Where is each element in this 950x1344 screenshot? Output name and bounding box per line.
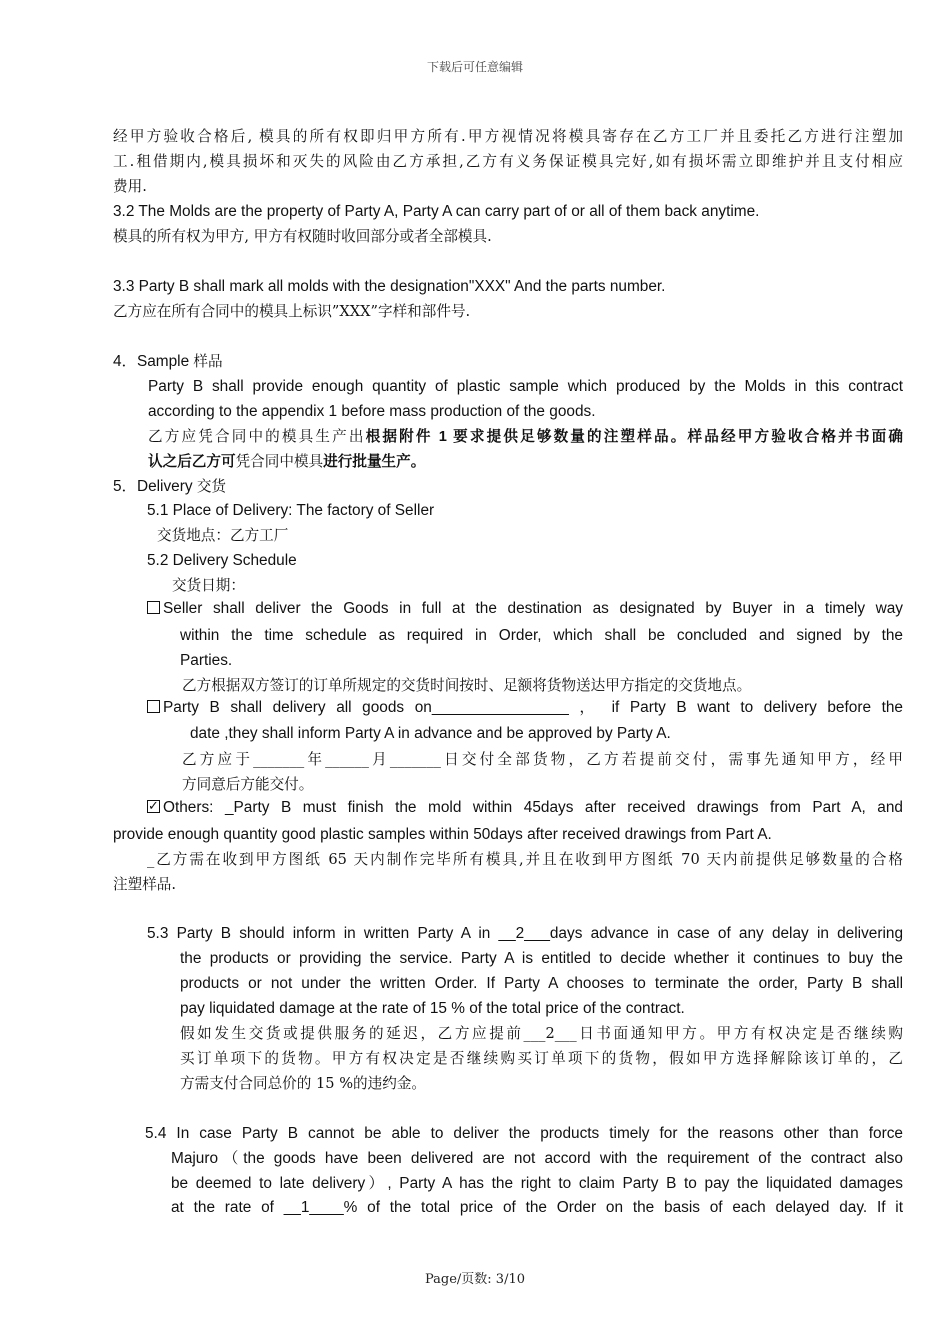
section-4-cn-line1 <box>148 427 903 447</box>
clause-5-4-en-line2: Majuro（the goods have been delivered are not accord with the requirement of the contract also <box>171 1150 903 1167</box>
clause-3-2-en: 3.2 The Molds are the property of Party A, Party A can carry part of or all of them back anytime. <box>113 203 760 220</box>
delivery-option-2-cn-line2: 方同意后方能交付。 <box>182 776 314 793</box>
section-4-cn-line2-b: 凭合同中模具 <box>235 453 324 470</box>
clause-5-3-cn-line1: 假如发生交货或提供服务的延迟，乙方应提前___2___日书面通知甲方。甲方有权决定是否继续购 <box>180 1025 903 1042</box>
delivery-option-3-en-line2: provide enough quantity good plastic samples within 50days after received drawings from Part A. <box>113 826 772 843</box>
clause-3-3-cn: 乙方应在所有合同中的模具上标识”XXX”字样和部件号. <box>113 303 471 320</box>
section-4-cn-line2 <box>148 452 425 472</box>
clause-5-4-en-line4: at the rate of __1____% of the total price of the Order on the basis of each delayed day. If it <box>171 1199 903 1216</box>
section-4-cn-line1-b: 根据附件 1 要求提供足够数量的注塑样品。样品经甲方验收合格并书面确 <box>365 429 903 445</box>
delivery-option-1-cn: 乙方根据双方签订的订单所规定的交货时间按时、足额将货物送达甲方指定的交货地点。 <box>182 677 752 694</box>
clause-3-1-cn-line1: 经甲方验收合格后, 模具的所有权即归甲方所有.甲方视情况将模具寄存在乙方工厂并且委托乙方进行注塑加 <box>113 128 903 145</box>
section-4-heading <box>113 352 223 372</box>
delivery-option-3-checkbox[interactable] <box>147 800 160 813</box>
section-4-en-line2: according to the appendix 1 before mass production of the goods. <box>148 403 596 420</box>
clause-5-2-cn: 交货日期： <box>172 577 245 594</box>
delivery-option-1-en-line3: Parties. <box>180 652 233 669</box>
clause-5-4-en-line3: be deemed to late delivery）, Party A has the right to claim Party B to pay the liquidated damages <box>171 1175 903 1192</box>
page-header: 下载后可任意编辑 <box>426 60 523 74</box>
clause-5-3-en-line4: pay liquidated damage at the rate of 15 % of the total price of the contract. <box>180 1000 685 1017</box>
delivery-option-3-line1 <box>147 798 903 818</box>
section-4-title-cn: 样品 <box>193 353 223 370</box>
section-5-title-cn: 交货 <box>196 478 227 495</box>
clause-3-1-cn-line3: 费用. <box>113 178 147 195</box>
delivery-option-1-en-line2: within the time schedule as required in Order, which shall be concluded and signed by the <box>180 627 903 644</box>
clause-5-1-cn: 交货地点：乙方工厂 <box>157 527 289 544</box>
section-5-heading <box>113 477 226 497</box>
clause-5-3-cn-line2: 买订单项下的货物。甲方有权决定是否继续购买订单项下的货物，假如甲方选择解除该订单的，乙 <box>180 1050 903 1067</box>
delivery-option-2-en-line2: date ,they shall inform Party A in advance and be approved by Party A. <box>190 725 671 742</box>
section-4-cn-line1-a: 乙方应凭合同中的模具生产出 <box>148 428 366 445</box>
clause-3-1-cn-line2: 工.租借期内,模具损坏和灭失的风险由乙方承担,乙方有义务保证模具完好,如有损坏需立即维护并且支付相应 <box>113 153 903 170</box>
clause-5-1-en: 5.1 Place of Delivery: The factory of Seller <box>147 502 435 519</box>
delivery-option-3-cn-line2: 注塑样品. <box>113 876 177 893</box>
clause-5-2-en: 5.2 Delivery Schedule <box>147 552 297 569</box>
page-footer: Page/页数: 3/10 <box>424 1272 525 1287</box>
clause-5-3-en-line1: 5.3 Party B should inform in written Party A in __2___days advance in case of any delay in delivering <box>147 925 903 942</box>
delivery-option-2-line1 <box>147 698 903 718</box>
section-5-title-en: 5．Delivery <box>113 478 197 495</box>
section-4-cn-line2-a: 认之后乙方可 <box>148 454 236 470</box>
delivery-option-2-checkbox[interactable] <box>147 700 160 713</box>
section-4-cn-line2-c: 进行批量生产。 <box>323 454 426 470</box>
clause-3-3-en: 3.3 Party B shall mark all molds with the designation"XXX" And the parts number. <box>113 278 666 295</box>
delivery-option-1-checkbox[interactable] <box>147 601 160 614</box>
delivery-option-3-en-line1: Others: _Party B must finish the mold within 45days after received drawings from Part A, and <box>163 799 903 816</box>
section-4-title-en: 4．Sample <box>113 353 194 370</box>
clause-5-3-en-line2: the products or providing the service. Party A is entitled to decide whether it continues to buy the <box>180 950 903 967</box>
delivery-option-3-cn-line1: _乙方需在收到甲方图纸 65 天内制作完毕所有模具,并且在收到甲方图纸 70 天内前提供足够数量的合格 <box>147 851 903 868</box>
delivery-option-2-en-line1: Party B shall delivery all goods on________________ ， if Party B want to delivery before the <box>163 699 903 716</box>
delivery-option-1-line1 <box>147 599 903 619</box>
section-4-en-line1: Party B shall provide enough quantity of plastic sample which produced by the Molds in this contract <box>148 378 903 395</box>
delivery-option-2-cn-line1: 乙方应于_______年______月_______日交付全部货物，乙方若提前交付，需事先通知甲方，经甲 <box>182 751 903 768</box>
delivery-option-1-en-line1: Seller shall deliver the Goods in full at the destination as designated by Buyer in a timely way <box>163 600 903 617</box>
clause-3-2-cn: 模具的所有权为甲方, 甲方有权随时收回部分或者全部模具. <box>113 228 492 245</box>
clause-5-4-en-line1: 5.4 In case Party B cannot be able to deliver the products timely for the reasons other than force <box>145 1125 903 1142</box>
clause-5-3-en-line3: products or not under the written Order. If Party A chooses to terminate the order, Party B shall <box>180 975 903 992</box>
clause-5-3-cn-line3: 方需支付合同总价的 15 %的违约金。 <box>180 1075 427 1092</box>
